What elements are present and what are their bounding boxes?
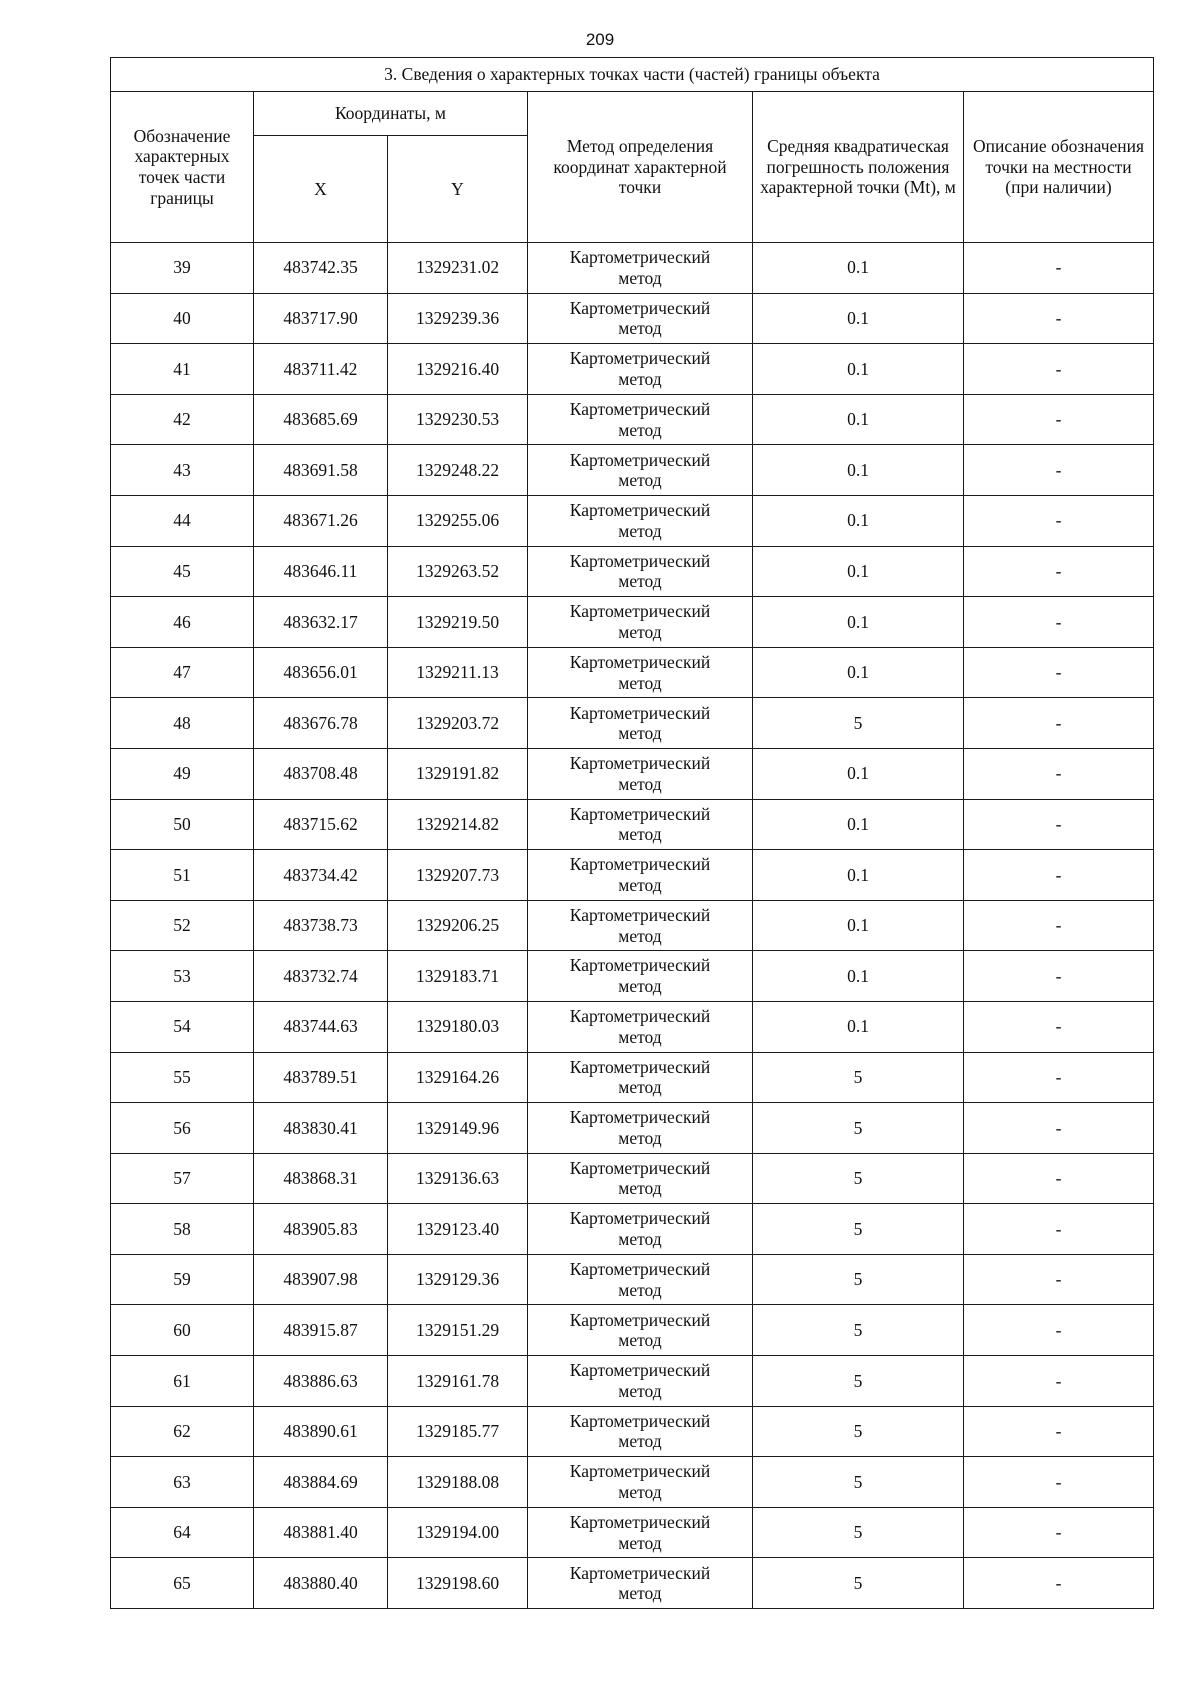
x-coordinate-cell: 483632.17 [254, 597, 388, 648]
header-description: Описание обозначения точки на местности (при наличии) [964, 92, 1154, 243]
table-row [111, 799, 1154, 850]
method-text-line2: метод [618, 773, 662, 794]
method-cell [528, 647, 753, 698]
x-coordinate-cell: 483656.01 [254, 647, 388, 698]
table-row [111, 546, 1154, 597]
method-text-line1: Картометрический [569, 854, 711, 875]
y-coordinate-cell: 1329230.53 [388, 394, 528, 445]
x-coordinate-cell: 483868.31 [254, 1153, 388, 1204]
y-coordinate-cell: 1329151.29 [388, 1305, 528, 1356]
accuracy-cell: 5 [753, 1254, 964, 1305]
accuracy-cell: 0.1 [753, 495, 964, 546]
method-text-line2: метод [618, 318, 662, 339]
method-text-line1: Картометрический [569, 702, 711, 723]
y-coordinate-cell: 1329161.78 [388, 1356, 528, 1407]
description-cell: - [964, 445, 1154, 496]
boundary-points-table [110, 57, 1154, 1609]
method-text-line2: метод [618, 1178, 662, 1199]
header-method: Метод определения координат характерной точки [528, 92, 753, 243]
accuracy-cell: 0.1 [753, 647, 964, 698]
y-coordinate-cell: 1329255.06 [388, 495, 528, 546]
point-number-cell: 55 [111, 1052, 254, 1103]
point-number-cell: 53 [111, 951, 254, 1002]
x-coordinate-cell: 483744.63 [254, 1001, 388, 1052]
table-row [111, 344, 1154, 395]
description-cell: - [964, 293, 1154, 344]
point-number-cell: 57 [111, 1153, 254, 1204]
method-text-line2: метод [618, 824, 662, 845]
accuracy-cell: 0.1 [753, 799, 964, 850]
point-number-cell: 54 [111, 1001, 254, 1052]
method-text-line2: метод [618, 1532, 662, 1553]
x-coordinate-cell: 483691.58 [254, 445, 388, 496]
x-coordinate-cell: 483886.63 [254, 1356, 388, 1407]
point-number-cell: 64 [111, 1507, 254, 1558]
method-text-line1: Картометрический [569, 550, 711, 571]
y-coordinate-cell: 1329248.22 [388, 445, 528, 496]
method-cell [528, 1001, 753, 1052]
method-cell [528, 748, 753, 799]
description-cell: - [964, 1406, 1154, 1457]
y-coordinate-cell: 1329231.02 [388, 243, 528, 294]
table-row [111, 1204, 1154, 1255]
y-coordinate-cell: 1329203.72 [388, 698, 528, 749]
method-text-line1: Картометрический [569, 1056, 711, 1077]
method-text-line2: метод [618, 672, 662, 693]
table-row [111, 1153, 1154, 1204]
accuracy-cell: 5 [753, 1558, 964, 1609]
method-text-line1: Картометрический [569, 297, 711, 318]
description-cell: - [964, 647, 1154, 698]
method-text-line1: Картометрический [569, 1259, 711, 1280]
method-text-line1: Картометрический [569, 753, 711, 774]
method-text-line2: метод [618, 1380, 662, 1401]
method-cell [528, 344, 753, 395]
y-coordinate-cell: 1329180.03 [388, 1001, 528, 1052]
table-row [111, 951, 1154, 1002]
description-cell: - [964, 1457, 1154, 1508]
method-cell [528, 1052, 753, 1103]
point-number-cell: 45 [111, 546, 254, 597]
table-row [111, 850, 1154, 901]
method-cell [528, 1204, 753, 1255]
method-text-line1: Картометрический [569, 601, 711, 622]
accuracy-cell: 5 [753, 1305, 964, 1356]
method-text-line2: метод [618, 470, 662, 491]
y-coordinate-cell: 1329207.73 [388, 850, 528, 901]
y-coordinate-cell: 1329216.40 [388, 344, 528, 395]
method-text-line2: метод [618, 1330, 662, 1351]
method-text-line2: метод [618, 925, 662, 946]
y-coordinate-cell: 1329194.00 [388, 1507, 528, 1558]
table-row [111, 900, 1154, 951]
accuracy-cell: 0.1 [753, 344, 964, 395]
method-text-line2: метод [618, 723, 662, 744]
method-text-line2: метод [618, 1583, 662, 1604]
point-number-cell: 40 [111, 293, 254, 344]
method-text-line1: Картометрический [569, 1107, 711, 1128]
y-coordinate-cell: 1329185.77 [388, 1406, 528, 1457]
method-text-line2: метод [618, 1431, 662, 1452]
method-text-line1: Картометрический [569, 1562, 711, 1583]
point-number-cell: 65 [111, 1558, 254, 1609]
method-text-line1: Картометрический [569, 1006, 711, 1027]
x-coordinate-cell: 483830.41 [254, 1103, 388, 1154]
y-coordinate-cell: 1329183.71 [388, 951, 528, 1002]
y-coordinate-cell: 1329188.08 [388, 1457, 528, 1508]
y-coordinate-cell: 1329198.60 [388, 1558, 528, 1609]
table-row [111, 1356, 1154, 1407]
table-row [111, 1103, 1154, 1154]
method-cell [528, 293, 753, 344]
x-coordinate-cell: 483685.69 [254, 394, 388, 445]
description-cell: - [964, 951, 1154, 1002]
point-number-cell: 61 [111, 1356, 254, 1407]
method-cell [528, 1103, 753, 1154]
point-number-cell: 49 [111, 748, 254, 799]
method-cell [528, 1254, 753, 1305]
point-number-cell: 39 [111, 243, 254, 294]
method-text-line2: метод [618, 1482, 662, 1503]
y-coordinate-cell: 1329129.36 [388, 1254, 528, 1305]
table-title: 3. Сведения о характерных точках части (частей) границы объекта [111, 58, 1154, 92]
x-coordinate-cell: 483734.42 [254, 850, 388, 901]
x-coordinate-cell: 483738.73 [254, 900, 388, 951]
method-cell [528, 1305, 753, 1356]
point-number-cell: 51 [111, 850, 254, 901]
description-cell: - [964, 900, 1154, 951]
accuracy-cell: 5 [753, 1507, 964, 1558]
table-body [111, 243, 1154, 1609]
accuracy-cell: 0.1 [753, 394, 964, 445]
x-coordinate-cell: 483884.69 [254, 1457, 388, 1508]
point-number-cell: 44 [111, 495, 254, 546]
description-cell: - [964, 698, 1154, 749]
description-cell: - [964, 748, 1154, 799]
table-row [111, 748, 1154, 799]
table-row [111, 293, 1154, 344]
header-designation: Обозначение характерных точек части границы [111, 92, 254, 243]
description-cell: - [964, 1305, 1154, 1356]
method-cell [528, 951, 753, 1002]
x-coordinate-cell: 483881.40 [254, 1507, 388, 1558]
table-row [111, 1254, 1154, 1305]
x-coordinate-cell: 483715.62 [254, 799, 388, 850]
method-cell [528, 1507, 753, 1558]
method-cell [528, 1356, 753, 1407]
y-coordinate-cell: 1329136.63 [388, 1153, 528, 1204]
description-cell: - [964, 495, 1154, 546]
method-cell [528, 1406, 753, 1457]
x-coordinate-cell: 483915.87 [254, 1305, 388, 1356]
table-row [111, 445, 1154, 496]
point-number-cell: 63 [111, 1457, 254, 1508]
table-row [111, 1001, 1154, 1052]
point-number-cell: 41 [111, 344, 254, 395]
method-text-line1: Картометрический [569, 803, 711, 824]
method-cell [528, 597, 753, 648]
table-row [111, 243, 1154, 294]
point-number-cell: 52 [111, 900, 254, 951]
table-row [111, 1052, 1154, 1103]
method-text-line2: метод [618, 1229, 662, 1250]
x-coordinate-cell: 483880.40 [254, 1558, 388, 1609]
method-cell [528, 546, 753, 597]
x-coordinate-cell: 483671.26 [254, 495, 388, 546]
method-text-line1: Картометрический [569, 1157, 711, 1178]
y-coordinate-cell: 1329211.13 [388, 647, 528, 698]
header-accuracy: Средняя квадратическая погрешность положения характерной точки (Mt), м [753, 92, 964, 243]
y-coordinate-cell: 1329219.50 [388, 597, 528, 648]
accuracy-cell: 0.1 [753, 546, 964, 597]
accuracy-cell: 5 [753, 1052, 964, 1103]
method-text-line1: Картометрический [569, 651, 711, 672]
accuracy-cell: 5 [753, 1356, 964, 1407]
method-cell [528, 1457, 753, 1508]
x-coordinate-cell: 483907.98 [254, 1254, 388, 1305]
x-coordinate-cell: 483890.61 [254, 1406, 388, 1457]
accuracy-cell: 0.1 [753, 748, 964, 799]
method-cell [528, 445, 753, 496]
y-coordinate-cell: 1329164.26 [388, 1052, 528, 1103]
method-text-line1: Картометрический [569, 1461, 711, 1482]
method-text-line1: Картометрический [569, 1410, 711, 1431]
point-number-cell: 50 [111, 799, 254, 850]
point-number-cell: 42 [111, 394, 254, 445]
x-coordinate-cell: 483717.90 [254, 293, 388, 344]
method-text-line1: Картометрический [569, 1512, 711, 1532]
description-cell: - [964, 1254, 1154, 1305]
method-cell [528, 799, 753, 850]
point-number-cell: 60 [111, 1305, 254, 1356]
table-row [111, 1507, 1154, 1558]
description-cell: - [964, 1507, 1154, 1558]
method-text-line1: Картометрический [569, 1309, 711, 1330]
y-coordinate-cell: 1329123.40 [388, 1204, 528, 1255]
y-coordinate-cell: 1329191.82 [388, 748, 528, 799]
y-coordinate-cell: 1329239.36 [388, 293, 528, 344]
method-text-line2: метод [618, 419, 662, 440]
accuracy-cell: 0.1 [753, 293, 964, 344]
method-text-line2: метод [618, 571, 662, 592]
method-cell [528, 698, 753, 749]
method-text-line2: метод [618, 621, 662, 642]
accuracy-cell: 5 [753, 1153, 964, 1204]
method-text-line2: метод [618, 874, 662, 895]
description-cell: - [964, 1204, 1154, 1255]
x-coordinate-cell: 483732.74 [254, 951, 388, 1002]
point-number-cell: 59 [111, 1254, 254, 1305]
header-coordinates: Координаты, м [254, 92, 528, 136]
method-text-line2: метод [618, 267, 662, 288]
method-cell [528, 1558, 753, 1609]
y-coordinate-cell: 1329206.25 [388, 900, 528, 951]
method-text-line2: метод [618, 976, 662, 997]
accuracy-cell: 5 [753, 1204, 964, 1255]
description-cell: - [964, 394, 1154, 445]
accuracy-cell: 0.1 [753, 445, 964, 496]
x-coordinate-cell: 483708.48 [254, 748, 388, 799]
method-text-line1: Картометрический [569, 398, 711, 419]
description-cell: - [964, 597, 1154, 648]
method-text-line2: метод [618, 1279, 662, 1300]
description-cell: - [964, 1001, 1154, 1052]
header-y: Y [388, 136, 528, 243]
x-coordinate-cell: 483676.78 [254, 698, 388, 749]
method-text-line1: Картометрический [569, 1360, 711, 1381]
description-cell: - [964, 243, 1154, 294]
method-text-line1: Картометрический [569, 1208, 711, 1229]
method-cell [528, 495, 753, 546]
description-cell: - [964, 1052, 1154, 1103]
table-row [111, 698, 1154, 749]
accuracy-cell: 5 [753, 1457, 964, 1508]
method-text-line1: Картометрический [569, 449, 711, 470]
method-text-line2: метод [618, 368, 662, 389]
x-coordinate-cell: 483646.11 [254, 546, 388, 597]
description-cell: - [964, 1103, 1154, 1154]
header-x: X [254, 136, 388, 243]
y-coordinate-cell: 1329149.96 [388, 1103, 528, 1154]
table-row [111, 394, 1154, 445]
method-cell [528, 850, 753, 901]
description-cell: - [964, 850, 1154, 901]
point-number-cell: 48 [111, 698, 254, 749]
x-coordinate-cell: 483905.83 [254, 1204, 388, 1255]
table-row [111, 597, 1154, 648]
method-cell [528, 394, 753, 445]
accuracy-cell: 0.1 [753, 951, 964, 1002]
x-coordinate-cell: 483711.42 [254, 344, 388, 395]
method-text-line2: метод [618, 1077, 662, 1098]
accuracy-cell: 0.1 [753, 1001, 964, 1052]
table-row [111, 495, 1154, 546]
method-text-line1: Картометрический [569, 348, 711, 369]
table-row [111, 647, 1154, 698]
method-text-line2: метод [618, 520, 662, 541]
method-cell [528, 900, 753, 951]
accuracy-cell: 5 [753, 1103, 964, 1154]
page-number: 209 [585, 30, 615, 49]
point-number-cell: 47 [111, 647, 254, 698]
description-cell: - [964, 546, 1154, 597]
y-coordinate-cell: 1329214.82 [388, 799, 528, 850]
point-number-cell: 56 [111, 1103, 254, 1154]
table-row [111, 1457, 1154, 1508]
description-cell: - [964, 799, 1154, 850]
method-text-line1: Картометрический [569, 500, 711, 521]
description-cell: - [964, 1558, 1154, 1609]
description-cell: - [964, 1356, 1154, 1407]
description-cell: - [964, 344, 1154, 395]
point-number-cell: 58 [111, 1204, 254, 1255]
description-cell: - [964, 1153, 1154, 1204]
y-coordinate-cell: 1329263.52 [388, 546, 528, 597]
point-number-cell: 43 [111, 445, 254, 496]
x-coordinate-cell: 483742.35 [254, 243, 388, 294]
method-cell [528, 1153, 753, 1204]
table-row [111, 1558, 1154, 1609]
accuracy-cell: 5 [753, 698, 964, 749]
method-text-line1: Картометрический [569, 247, 711, 268]
method-text-line1: Картометрический [569, 904, 711, 925]
accuracy-cell: 0.1 [753, 243, 964, 294]
table-row [111, 1406, 1154, 1457]
accuracy-cell: 0.1 [753, 850, 964, 901]
point-number-cell: 46 [111, 597, 254, 648]
accuracy-cell: 0.1 [753, 597, 964, 648]
table-row [111, 1305, 1154, 1356]
point-number-cell: 62 [111, 1406, 254, 1457]
method-text-line1: Картометрический [569, 955, 711, 976]
accuracy-cell: 5 [753, 1406, 964, 1457]
method-cell [528, 243, 753, 294]
accuracy-cell: 0.1 [753, 900, 964, 951]
method-text-line2: метод [618, 1026, 662, 1047]
x-coordinate-cell: 483789.51 [254, 1052, 388, 1103]
method-text-line2: метод [618, 1127, 662, 1148]
